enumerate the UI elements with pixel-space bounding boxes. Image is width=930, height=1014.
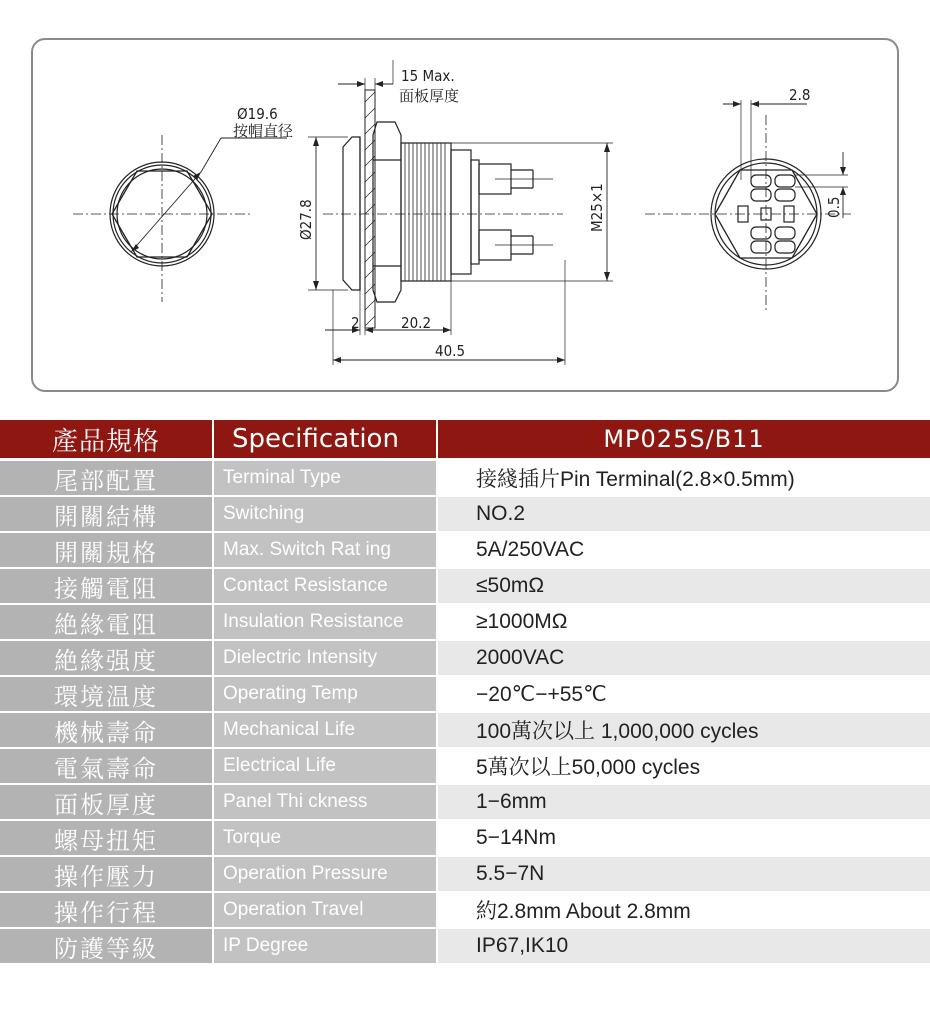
spec-value: ≥1000MΩ	[438, 605, 930, 639]
outer-diameter-label: Ø27.8	[297, 199, 315, 240]
table-row	[0, 821, 930, 855]
spec-value: 5萬次以上50,000 cycles	[438, 749, 930, 783]
spec-name-zh: 機械壽命	[0, 713, 212, 747]
header-en: Specification	[214, 420, 436, 458]
spec-name-zh: 開關結構	[0, 497, 212, 531]
spec-name-zh: 接觸電阻	[0, 569, 212, 603]
table-row	[0, 785, 930, 819]
spec-name-zh: 防護等級	[0, 929, 212, 963]
spec-name-zh: 螺母扭矩	[0, 821, 212, 855]
spec-value: 5A/250VAC	[438, 533, 930, 567]
dim-0-5-label: 0.5	[825, 196, 843, 218]
spec-value: 2000VAC	[438, 641, 930, 675]
header-model: MP025S/B11	[438, 420, 930, 458]
max-thickness-label: 15 Max.	[401, 67, 455, 85]
spec-value: 100萬次以上 1,000,000 cycles	[438, 713, 930, 747]
dim-2-label: 2	[351, 314, 360, 332]
spec-name-zh: 絶緣電阻	[0, 605, 212, 639]
spec-name-en: Max. Switch Rat ing	[214, 533, 436, 567]
spec-name-zh: 開關規格	[0, 533, 212, 567]
spec-name-en: IP Degree	[214, 929, 436, 963]
spec-value: 5−14Nm	[438, 821, 930, 855]
table-row	[0, 749, 930, 783]
spec-value: 5.5−7N	[438, 857, 930, 891]
table-row	[0, 533, 930, 567]
spec-name-en: Panel Thi ckness	[214, 785, 436, 819]
table-row	[0, 713, 930, 747]
table-row	[0, 569, 930, 603]
dim-40-5-label: 40.5	[435, 342, 466, 360]
front-view	[73, 105, 293, 302]
table-row	[0, 497, 930, 531]
spec-value: 接綫插片Pin Terminal(2.8×0.5mm)	[438, 461, 930, 495]
spec-name-zh: 環境温度	[0, 677, 212, 711]
spec-name-en: Torque	[214, 821, 436, 855]
spec-value: IP67,IK10	[438, 929, 930, 963]
thread-label: M25×1	[588, 183, 606, 232]
header-zh: 產品規格	[0, 420, 212, 458]
spec-name-en: Terminal Type	[214, 461, 436, 495]
spec-name-zh: 電氣壽命	[0, 749, 212, 783]
technical-drawing-panel	[31, 38, 899, 392]
spec-value: ≤50mΩ	[438, 569, 930, 603]
table-row	[0, 929, 930, 963]
spec-name-zh: 面板厚度	[0, 785, 212, 819]
spec-name-en: Operating Temp	[214, 677, 436, 711]
spec-value: 約2.8mm About 2.8mm	[438, 893, 930, 927]
spec-name-en: Switching	[214, 497, 436, 531]
technical-drawing	[33, 40, 901, 394]
spec-name-en: Operation Pressure	[214, 857, 436, 891]
spec-value: NO.2	[438, 497, 930, 531]
spec-name-en: Mechanical Life	[214, 713, 436, 747]
cap-diameter-zh-label: 按帽直径	[233, 122, 294, 140]
dim-20-2-label: 20.2	[401, 314, 432, 332]
spec-value: −20℃−+55℃	[438, 677, 930, 711]
spec-name-en: Dielectric Intensity	[214, 641, 436, 675]
table-header-row	[0, 420, 930, 457]
spec-name-zh: 操作壓力	[0, 857, 212, 891]
table-row	[0, 641, 930, 675]
spec-name-zh: 尾部配置	[0, 461, 212, 495]
table-row	[0, 677, 930, 711]
table-row	[0, 461, 930, 495]
spec-name-en: Contact Resistance	[214, 569, 436, 603]
spec-name-en: Operation Travel	[214, 893, 436, 927]
table-row	[0, 857, 930, 891]
spec-name-en: Insulation Resistance	[214, 605, 436, 639]
table-row	[0, 605, 930, 639]
spec-name-en: Electrical Life	[214, 749, 436, 783]
side-view	[297, 60, 613, 365]
rear-view	[645, 86, 851, 310]
spec-name-zh: 絶緣强度	[0, 641, 212, 675]
table-row	[0, 893, 930, 927]
panel-thickness-zh-label: 面板厚度	[399, 87, 460, 105]
dim-2-8-label: 2.8	[789, 86, 811, 104]
cap-diameter-label: Ø19.6	[237, 105, 278, 123]
spec-value: 1−6mm	[438, 785, 930, 819]
spec-name-zh: 操作行程	[0, 893, 212, 927]
